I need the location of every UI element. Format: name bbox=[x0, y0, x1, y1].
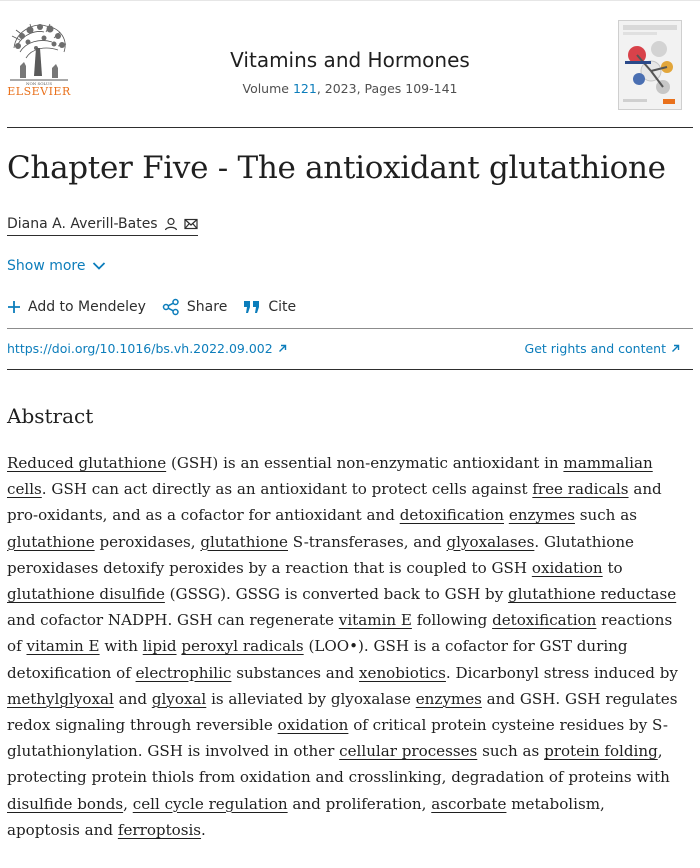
abstract-term-link[interactable]: enzymes bbox=[415, 689, 482, 708]
volume-line bbox=[130, 81, 570, 96]
cite-label: Cite bbox=[268, 299, 297, 315]
show-more-button[interactable] bbox=[7, 258, 106, 274]
abstract-text: . bbox=[201, 820, 206, 839]
share-label: Share bbox=[186, 299, 228, 315]
doi-text: https://doi.org/10.1016/bs.vh.2022.09.002 bbox=[7, 341, 273, 356]
journal-cover-thumbnail[interactable] bbox=[618, 20, 682, 110]
volume-prefix: Volume bbox=[242, 81, 289, 96]
plus-icon bbox=[7, 300, 21, 314]
abstract-text: , protecting protein thiols from oxidation and crosslinking, degradation of proteins with bbox=[7, 742, 670, 787]
abstract-term-link[interactable]: lipid bbox=[142, 637, 177, 656]
top-divider bbox=[0, 0, 700, 1]
abstract-text: and proliferation, bbox=[287, 794, 432, 813]
abstract-term-link[interactable]: oxidation bbox=[277, 716, 349, 735]
abstract-text: metabolism, apoptosis and bbox=[7, 794, 605, 839]
chevron-down-icon bbox=[92, 261, 106, 271]
abstract-term-link[interactable]: enzymes bbox=[508, 506, 575, 525]
abstract-text: with bbox=[99, 637, 143, 656]
person-icon bbox=[164, 217, 178, 231]
abstract-term-link[interactable]: mammalian cells bbox=[7, 454, 653, 499]
volume-link[interactable]: 121 bbox=[292, 81, 317, 96]
abstract-text: and pro-oxidants, and as a cofactor for antioxidant and bbox=[7, 480, 662, 525]
abstract-term-link[interactable]: oxidation bbox=[531, 558, 603, 577]
abstract-text: (LOO•). GSH is a cofactor for GST during detoxification of bbox=[7, 637, 628, 682]
abstract-text: S-transferases, and bbox=[288, 532, 447, 551]
abstract-term-link[interactable]: xenobiotics bbox=[359, 663, 446, 682]
abstract-term-link[interactable]: Reduced glutathione bbox=[7, 454, 167, 472]
abstract-term-link[interactable]: ascorbate bbox=[431, 794, 507, 813]
abstract-text: of critical protein cysteine residues by S-glutathionylation. GSH is involved in other bbox=[7, 716, 669, 761]
journal-header bbox=[0, 14, 700, 124]
abstract-term-link[interactable]: ferroptosis bbox=[117, 820, 202, 839]
publisher-name: ELSEVIER bbox=[7, 85, 71, 98]
abstract-heading: Abstract bbox=[7, 404, 94, 428]
arrow-up-right-icon bbox=[671, 344, 680, 353]
abstract-term-link[interactable]: protein folding bbox=[544, 742, 658, 761]
abstract-text: (GSH) is an essential non-enzymatic antioxidant in bbox=[166, 454, 564, 472]
abstract-text: following bbox=[411, 611, 493, 630]
abstract-term-link[interactable]: methylglyoxal bbox=[7, 689, 114, 708]
abstract-term-link[interactable]: cellular processes bbox=[339, 742, 478, 761]
abstract-text: (GSSG). GSSG is converted back to GSH by bbox=[164, 585, 509, 604]
abstract-term-link[interactable]: free radicals bbox=[532, 480, 629, 499]
abstract-text: . GSH can act directly as an antioxidant to protect cells against bbox=[41, 480, 533, 499]
actions-divider bbox=[7, 328, 693, 329]
chapter-title: Chapter Five - The antioxidant glutathione bbox=[7, 150, 666, 186]
share-button[interactable] bbox=[162, 298, 227, 316]
volume-details: , 2023, Pages 109-141 bbox=[316, 81, 458, 96]
abstract-term-link[interactable]: cell cycle regulation bbox=[132, 794, 288, 813]
abstract-text: such as bbox=[477, 742, 545, 761]
abstract-term-link[interactable]: electrophilic bbox=[135, 663, 232, 682]
show-more-label: Show more bbox=[7, 258, 86, 274]
abstract-text: and cofactor NADPH. GSH can regenerate bbox=[7, 611, 339, 630]
abstract-body bbox=[7, 450, 679, 843]
abstract-text: . Glutathione peroxidases detoxify peroxides by a reaction that is coupled to GSH bbox=[7, 532, 634, 577]
abstract-text: substances and bbox=[231, 663, 359, 682]
abstract-text: , bbox=[123, 794, 133, 813]
add-to-mendeley-button[interactable] bbox=[7, 299, 146, 315]
doi-divider bbox=[7, 369, 693, 370]
svg-text:NON SOLUS: NON SOLUS bbox=[25, 81, 53, 86]
get-rights-text: Get rights and content bbox=[524, 341, 666, 356]
abstract-term-link[interactable]: glutathione reductase bbox=[508, 585, 677, 604]
author-name: Diana A. Averill-Bates bbox=[7, 216, 158, 232]
abstract-text: reactions of bbox=[7, 611, 673, 656]
share-icon bbox=[162, 298, 180, 316]
envelope-icon bbox=[184, 217, 198, 231]
abstract-term-link[interactable]: vitamin E bbox=[26, 637, 100, 656]
abstract-term-link[interactable]: glyoxalases bbox=[446, 532, 535, 551]
journal-title[interactable]: Vitamins and Hormones bbox=[230, 48, 470, 72]
abstract-term-link[interactable]: vitamin E bbox=[338, 611, 412, 630]
abstract-term-link[interactable]: peroxyl radicals bbox=[181, 637, 304, 656]
abstract-term-link[interactable]: disulfide bonds bbox=[7, 794, 124, 813]
abstract-term-link[interactable]: glutathione bbox=[7, 532, 95, 551]
abstract-text: peroxidases, bbox=[94, 532, 201, 551]
abstract-term-link[interactable]: glutathione bbox=[200, 532, 288, 551]
abstract-text: is alleviated by glyoxalase bbox=[206, 689, 416, 708]
abstract-text: . Dicarbonyl stress induced by bbox=[445, 663, 678, 682]
abstract-term-link[interactable]: detoxification bbox=[492, 611, 597, 630]
doi-link[interactable] bbox=[7, 341, 287, 356]
abstract-term-link[interactable]: glutathione disulfide bbox=[7, 585, 165, 604]
abstract-text: such as bbox=[574, 506, 637, 525]
quote-icon bbox=[243, 300, 261, 314]
add-to-mendeley-label: Add to Mendeley bbox=[28, 299, 146, 315]
article-actions bbox=[7, 298, 296, 316]
arrow-up-right-icon bbox=[278, 344, 287, 353]
cite-button[interactable] bbox=[243, 299, 296, 315]
header-divider bbox=[7, 127, 693, 128]
abstract-text: and bbox=[113, 689, 152, 708]
author-button[interactable] bbox=[7, 216, 198, 236]
abstract-text: and GSH. GSH regulates redox signaling through reversible bbox=[7, 689, 678, 735]
abstract-term-link[interactable]: glyoxal bbox=[151, 689, 207, 708]
get-rights-link[interactable] bbox=[525, 341, 680, 356]
abstract-text: to bbox=[602, 558, 623, 577]
abstract-term-link[interactable]: detoxification bbox=[399, 506, 505, 525]
